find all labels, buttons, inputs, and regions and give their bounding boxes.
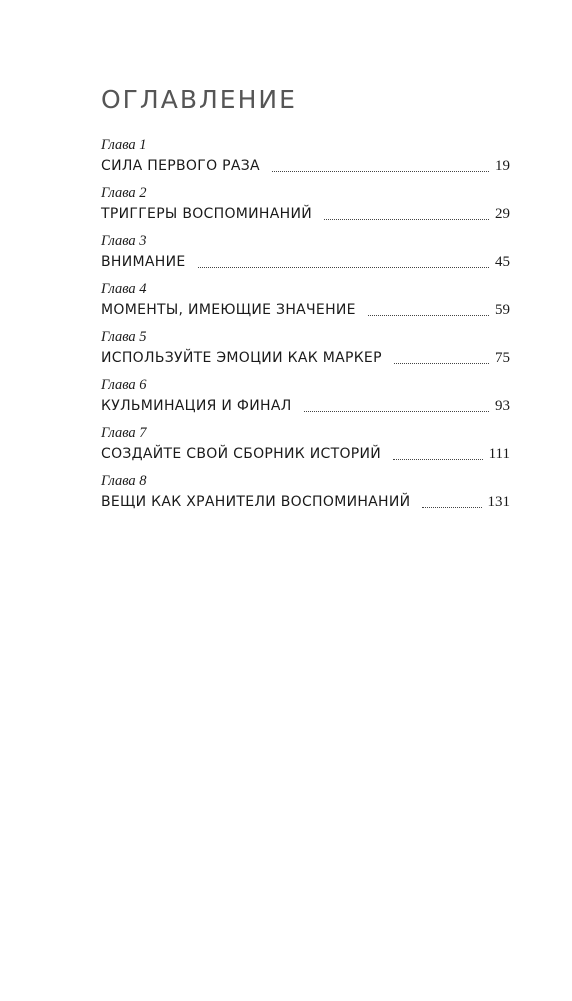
dot-leader	[422, 507, 481, 508]
dot-leader	[324, 219, 489, 220]
toc-list	[101, 136, 510, 520]
chapter-title: ВНИМАНИЕ	[101, 254, 186, 270]
chapter-label: Глава 3	[101, 233, 147, 249]
entry-line	[101, 250, 510, 274]
toc-entry[interactable]	[101, 136, 510, 184]
page-number: 93	[495, 398, 510, 414]
entry-line	[101, 442, 510, 466]
chapter-title: ТРИГГЕРЫ ВОСПОМИНАНИЙ	[101, 206, 313, 222]
dot-leader	[368, 315, 489, 316]
chapter-title: КУЛЬМИНАЦИЯ И ФИНАЛ	[101, 398, 292, 414]
toc-entry[interactable]	[101, 376, 510, 424]
dot-leader	[393, 459, 483, 460]
chapter-title: ВЕЩИ КАК ХРАНИТЕЛИ ВОСПОМИНАНИЙ	[101, 494, 411, 510]
page-number: 111	[488, 446, 510, 462]
toc-entry[interactable]	[101, 232, 510, 280]
chapter-label: Глава 5	[101, 329, 147, 345]
page-number: 29	[495, 206, 510, 222]
chapter-label: Глава 1	[101, 137, 147, 153]
page-number: 75	[495, 350, 510, 366]
dot-leader	[304, 411, 489, 412]
chapter-label: Глава 4	[101, 281, 147, 297]
entry-line	[101, 490, 510, 514]
toc-entry[interactable]	[101, 424, 510, 472]
page-number: 59	[495, 302, 510, 318]
entry-line	[101, 394, 510, 418]
dot-leader	[394, 363, 489, 364]
toc-title: ОГЛАВЛЕНИЕ	[101, 85, 297, 114]
chapter-label: Глава 7	[101, 425, 147, 441]
entry-line	[101, 298, 510, 322]
dot-leader	[198, 267, 489, 268]
entry-line	[101, 154, 510, 178]
chapter-title: СОЗДАЙТЕ СВОЙ СБОРНИК ИСТОРИЙ	[101, 446, 382, 462]
chapter-label: Глава 8	[101, 473, 147, 489]
chapter-title: МОМЕНТЫ, ИМЕЮЩИЕ ЗНАЧЕНИЕ	[101, 302, 356, 318]
entry-line	[101, 202, 510, 226]
toc-entry[interactable]	[101, 328, 510, 376]
chapter-label: Глава 2	[101, 185, 147, 201]
toc-entry[interactable]	[101, 472, 510, 520]
toc-entry[interactable]	[101, 280, 510, 328]
page-number: 45	[495, 254, 510, 270]
page-number: 19	[495, 158, 510, 174]
chapter-title: СИЛА ПЕРВОГО РАЗА	[101, 158, 260, 174]
entry-line	[101, 346, 510, 370]
toc-entry[interactable]	[101, 184, 510, 232]
chapter-title: ИСПОЛЬЗУЙТЕ ЭМОЦИИ КАК МАРКЕР	[101, 350, 382, 366]
dot-leader	[272, 171, 489, 172]
chapter-label: Глава 6	[101, 377, 147, 393]
page-number: 131	[487, 494, 510, 510]
